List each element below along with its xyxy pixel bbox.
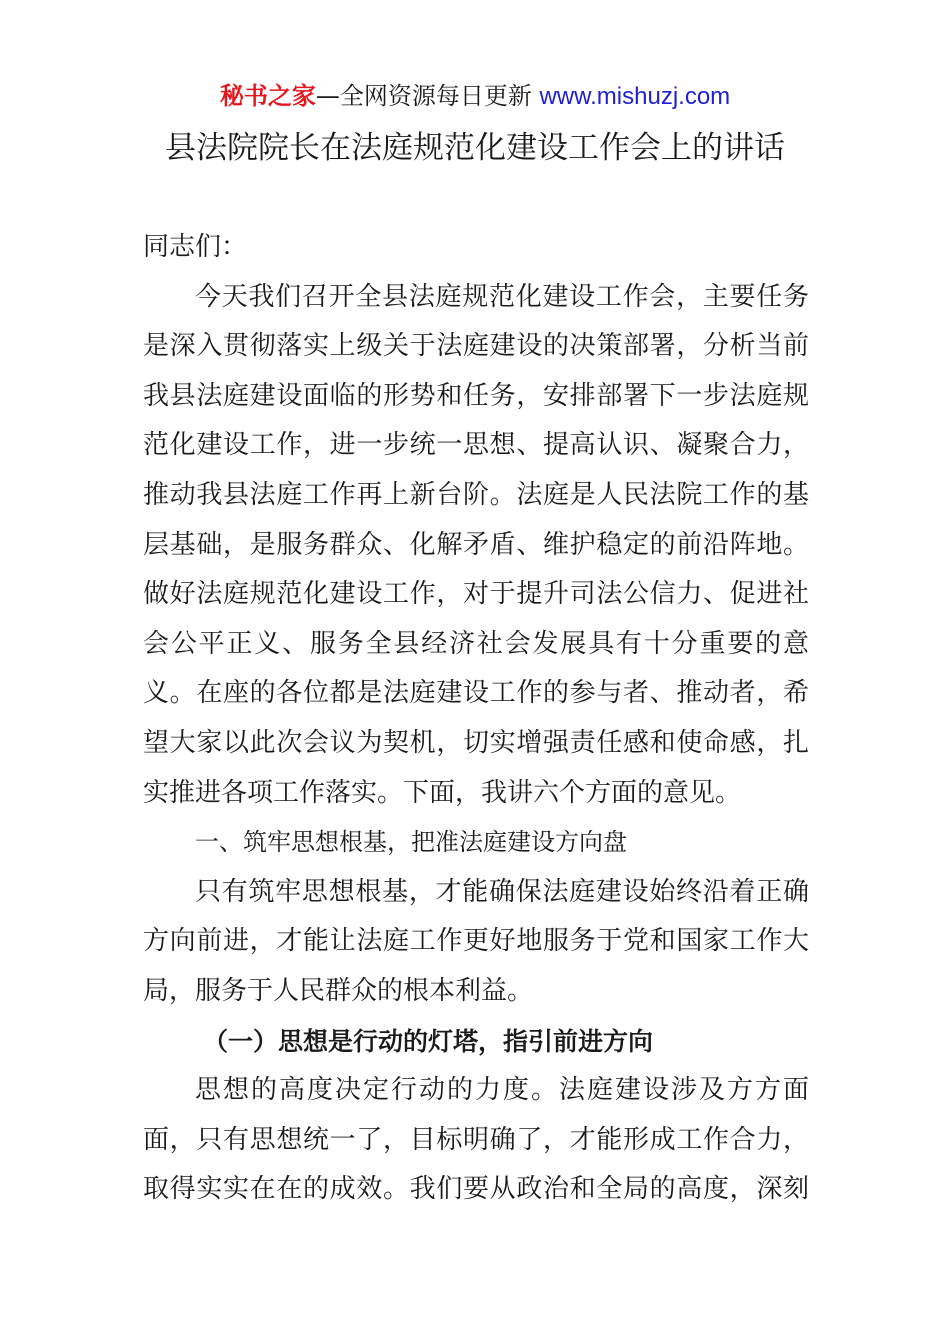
paragraph-line: 是深入贯彻落实上级关于法庭建设的决策部署，分析当前 xyxy=(143,331,809,362)
paragraph-line: 今天我们召开全县法庭规范化建设工作会，主要任务 xyxy=(195,281,809,312)
paragraph-line: 只有筑牢思想根基，才能确保法庭建设始终沿着正确 xyxy=(195,876,809,907)
paragraph-line: 方向前进，才能让法庭工作更好地服务于党和国家工作大 xyxy=(143,926,809,957)
paragraph-line: 望大家以此次会议为契机，切实增强责任感和使命感，扎 xyxy=(143,727,809,758)
site-banner xyxy=(0,80,950,113)
paragraph-line: 思想的高度决定行动的力度。法庭建设涉及方方面 xyxy=(195,1075,809,1106)
paragraph-line: 实推进各项工作落实。下面，我讲六个方面的意见。 xyxy=(143,777,742,808)
salutation: 同志们： xyxy=(143,232,248,262)
paragraph-line: 面，只有思想统一了，目标明确了，才能形成工作合力， xyxy=(143,1124,809,1155)
paragraph-line: 层基础，是服务群众、化解矛盾、维护稳定的前沿阵地。 xyxy=(143,529,809,560)
section-heading: 一、筑牢思想根基，把准法庭建设方向盘 xyxy=(195,828,627,857)
paragraph-line: 做好法庭规范化建设工作，对于提升司法公信力、促进社 xyxy=(143,579,809,610)
site-tagline: —全网资源每日更新 xyxy=(315,82,540,110)
site-url-link[interactable]: www.mishuzj.com xyxy=(539,83,731,110)
paragraph-line: 推动我县法庭工作再上新台阶。法庭是人民法院工作的基 xyxy=(143,479,809,510)
paragraph-line: 局，服务于人民群众的根本利益。 xyxy=(143,975,534,1006)
paragraph-line: 范化建设工作，进一步统一思想、提高认识、凝聚合力， xyxy=(143,430,809,461)
document-title: 县法院院长在法庭规范化建设工作会上的讲话 xyxy=(165,130,785,166)
document-body xyxy=(143,223,809,1215)
subsection-heading: （一）思想是行动的灯塔，指引前进方向 xyxy=(203,1026,654,1056)
paragraph-line: 我县法庭建设面临的形势和任务，安排部署下一步法庭规 xyxy=(143,380,809,411)
paragraph-line: 取得实实在在的成效。我们要从政治和全局的高度，深刻 xyxy=(143,1174,809,1205)
paragraph-line: 义。在座的各位都是法庭建设工作的参与者、推动者，希 xyxy=(143,678,809,709)
paragraph-line: 会公平正义、服务全县经济社会发展具有十分重要的意 xyxy=(143,628,809,659)
site-brand: 秘书之家 xyxy=(219,82,316,110)
